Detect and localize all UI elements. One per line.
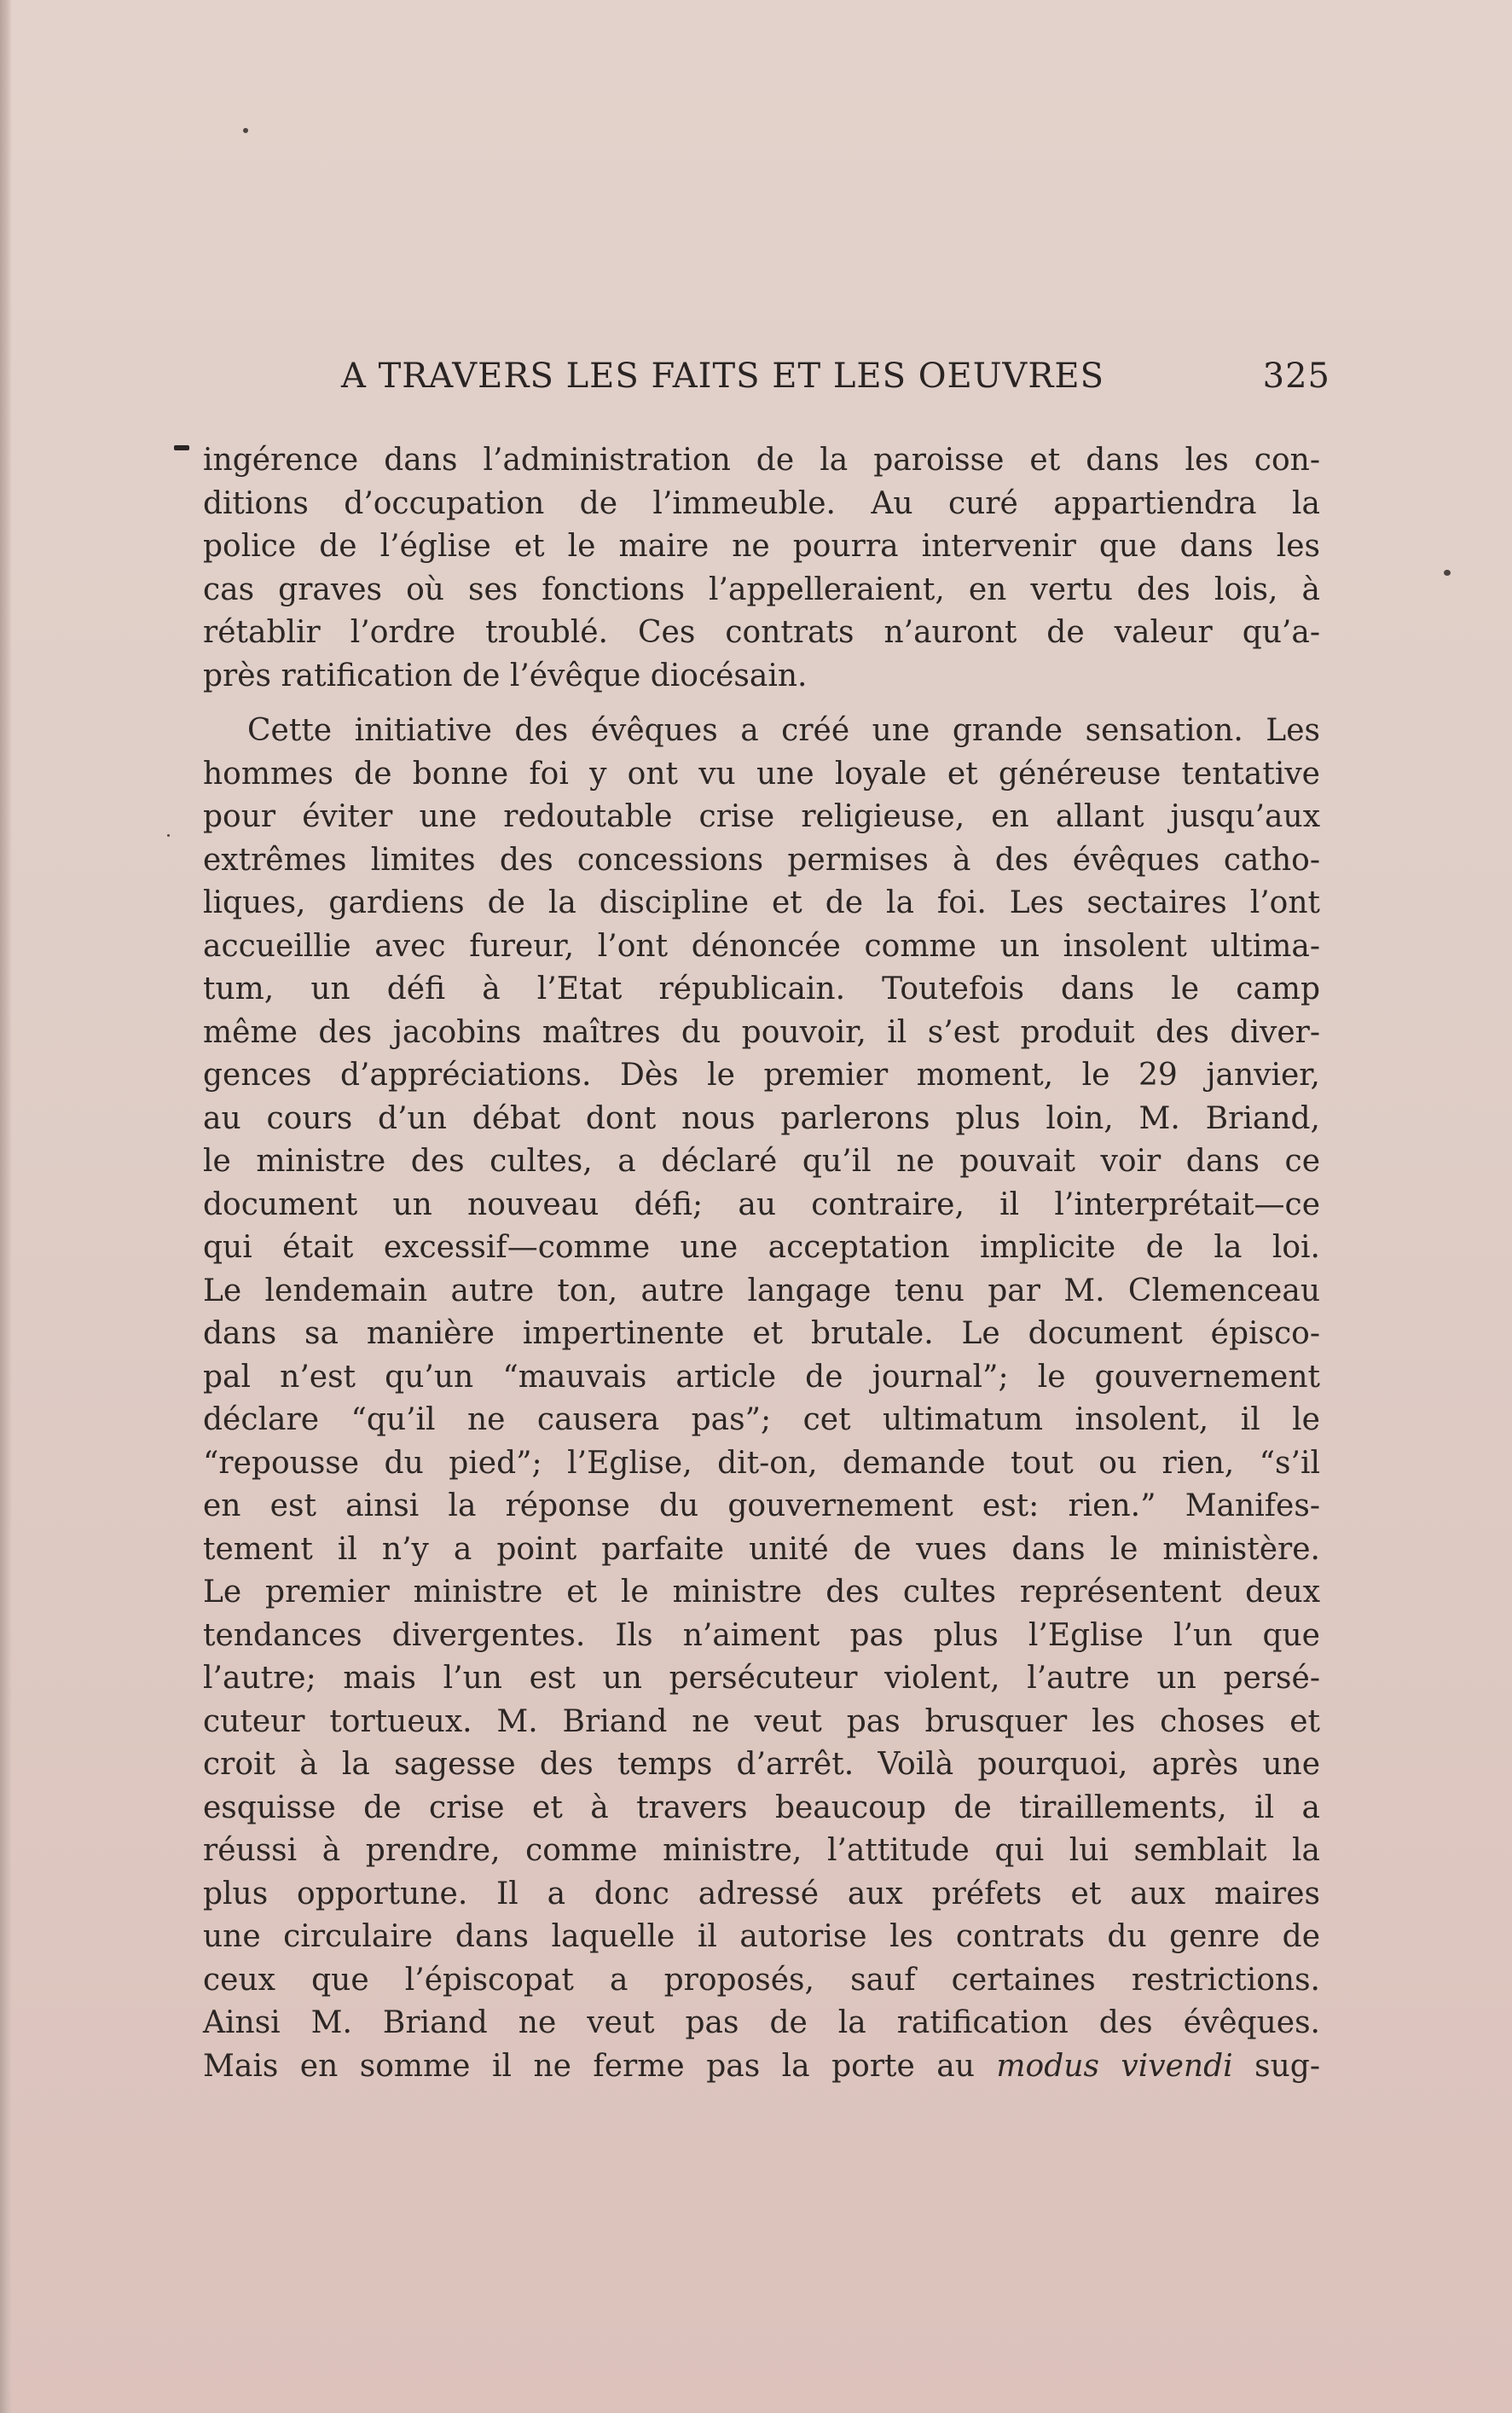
text-line: tement il n’y a point parfaite unité de vues dans le ministère.	[203, 1531, 1320, 1567]
text-line: esquisse de crise et à travers beaucoup de tiraillements, il a	[203, 1789, 1320, 1825]
text-line-final	[203, 2045, 1320, 2089]
text-line: hommes de bonne foi y ont vu une loyale et généreuse tentative	[203, 756, 1320, 792]
text-line: ingérence dans l’administration de la paroisse et dans les con-	[203, 443, 1320, 478]
text-line: accueillie avec fureur, l’ont dénoncée comme un insolent ultima-	[203, 928, 1320, 964]
text-line: liques, gardiens de la discipline et de la foi. Les sectaires l’ont	[203, 885, 1320, 920]
text-line: Cette initiative des évêques a créé une grande sensation. Les	[247, 713, 1320, 748]
body-text	[203, 439, 1320, 2088]
text-line: dans sa manière impertinente et brutale. Le document épisco-	[203, 1316, 1320, 1351]
text-line: ceux que l’épiscopat a proposés, sauf certaines restrictions.	[203, 1962, 1320, 1998]
final-line-end: sug-	[1232, 2048, 1320, 2084]
text-line: au cours d’un débat dont nous parlerons plus loin, M. Briand,	[203, 1100, 1320, 1136]
text-line: Le premier ministre et le ministre des cultes représentent deux	[203, 1575, 1320, 1610]
running-head-title: A TRAVERS LES FAITS ET LES OEUVRES	[341, 357, 1105, 396]
text-line: Le lendemain autre ton, autre langage tenu par M. Clemenceau	[203, 1273, 1320, 1308]
paragraph-1	[203, 439, 1320, 698]
text-line: document un nouveau défi; au contraire, il l’interprétait—ce	[203, 1186, 1320, 1222]
text-line: pal n’est qu’un “mauvais article de journal”; le gouvernement	[203, 1359, 1320, 1395]
text-line: extrêmes limites des concessions permises à des évêques catho-	[203, 842, 1320, 878]
text-line: déclare “qu’il ne causera pas”; cet ultimatum insolent, il le	[203, 1402, 1320, 1437]
text-line: ditions d’occupation de l’immeuble. Au curé appartiendra la	[203, 485, 1320, 521]
binding-edge	[0, 0, 12, 2413]
text-line: pour éviter une redoutable crise religieuse, en allant jusqu’aux	[203, 799, 1320, 834]
text-line: police de l’église et le maire ne pourra intervenir que dans les	[203, 529, 1320, 564]
text-line: Ainsi M. Briand ne veut pas de la ratification des évêques.	[203, 2005, 1320, 2040]
paper-speck	[243, 128, 248, 133]
final-line-start: Mais en somme il ne ferme pas la porte au	[203, 2048, 997, 2084]
text-line: croit à la sagesse des temps d’arrêt. Voilà pourquoi, après une	[203, 1747, 1320, 1782]
latin-phrase: modus vivendi	[996, 2048, 1233, 2084]
running-head	[341, 357, 1330, 408]
text-line: le ministre des cultes, a déclaré qu’il ne pouvait voir dans ce	[203, 1144, 1320, 1179]
text-line: en est ainsi la réponse du gouvernement est: rien.” Manifes-	[203, 1488, 1320, 1523]
text-line: cuteur tortueux. M. Briand ne veut pas brusquer les choses et	[203, 1703, 1320, 1739]
text-line: tum, un défi à l’Etat républicain. Toutefois dans le camp	[203, 972, 1320, 1006]
text-line: une circulaire dans laquelle il autorise les contrats du genre de	[203, 1919, 1320, 1954]
paper-speck	[1444, 570, 1451, 576]
text-line: cas graves où ses fonctions l’appelleraient, en vertu des lois, à	[203, 571, 1320, 607]
text-line: rétablir l’ordre troublé. Ces contrats n’auront de valeur qu’a-	[203, 615, 1320, 650]
text-line: “repousse du pied”; l’Eglise, dit-on, demande tout ou rien, “s’il	[203, 1445, 1320, 1481]
text-line: plus opportune. Il a donc adressé aux préfets et aux maires	[203, 1876, 1320, 1911]
paragraph-2	[203, 710, 1320, 2088]
text-line: tendances divergentes. Ils n’aiment pas plus l’Eglise l’un que	[203, 1617, 1320, 1653]
paragraph-gap	[203, 698, 1320, 710]
paper-speck	[167, 834, 170, 837]
text-line: près ratification de l’évêque diocésain.	[203, 658, 808, 693]
margin-mark	[174, 445, 189, 450]
page-number: 325	[1262, 357, 1330, 396]
text-line: gences d’appréciations. Dès le premier moment, le 29 janvier,	[203, 1058, 1320, 1093]
text-line: l’autre; mais l’un est un persécuteur violent, l’autre un persé-	[203, 1661, 1320, 1696]
text-line: même des jacobins maîtres du pouvoir, il s’est produit des diver-	[203, 1014, 1320, 1050]
text-line: qui était excessif—comme une acceptation implicite de la loi.	[203, 1230, 1320, 1265]
text-line: réussi à prendre, comme ministre, l’attitude qui lui semblait la	[203, 1833, 1320, 1868]
